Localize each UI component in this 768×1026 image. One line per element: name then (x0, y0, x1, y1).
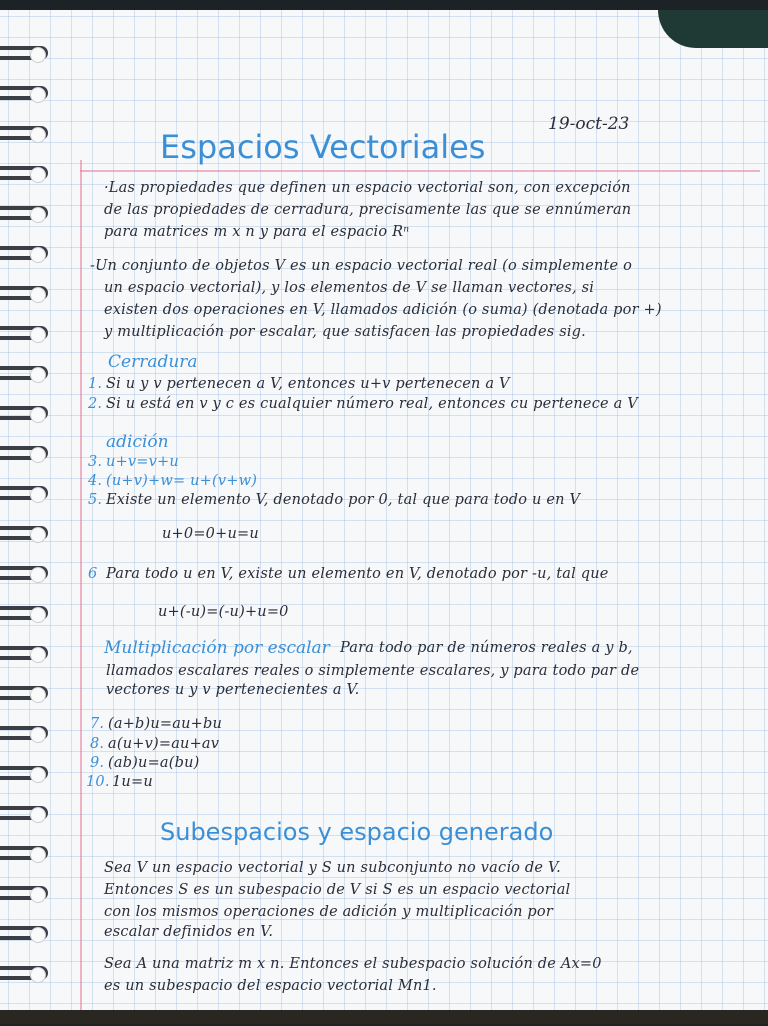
list-item: (ab)u=a(bu) (108, 755, 200, 771)
notebook-page (0, 10, 768, 1024)
spiral-ring (0, 446, 48, 460)
item-number: 7. (90, 716, 105, 732)
spiral-ring (0, 526, 48, 540)
spiral-ring (0, 726, 48, 740)
list-item: (u+v)+w= u+(v+w) (106, 473, 258, 489)
text-line: Para todo par de números reales a y b, (340, 640, 633, 656)
intro-line: y multiplicación por escalar, que satisfacen las propiedades sig. (104, 324, 586, 340)
intro-line: para matrices m x n y para el espacio Rⁿ (104, 224, 410, 240)
spiral-ring (0, 406, 48, 420)
item-number: 5. (88, 492, 103, 508)
text-line: Entonces S es un subespacio de V si S es un espacio vectorial (104, 882, 571, 898)
spiral-ring (0, 806, 48, 820)
section-heading-subespacios: Subespacios y espacio generado (160, 818, 554, 846)
section-heading-cerradura: Cerradura (108, 352, 198, 372)
section-heading-multiplicacion: Multiplicación por escalar (104, 638, 330, 658)
spiral-binding (0, 46, 52, 1026)
text-line: vectores u y v pertenecientes a V. (106, 682, 360, 698)
spiral-ring (0, 286, 48, 300)
spiral-ring (0, 966, 48, 980)
item-number: 6 (88, 566, 98, 582)
section-heading-adicion: adición (106, 432, 169, 452)
list-item: Si u está en v y c es cualquier número real, entonces cu pertenece a V (106, 396, 638, 412)
item-number: 10. (86, 774, 110, 790)
spiral-ring (0, 246, 48, 260)
intro-line: un espacio vectorial), y los elementos de V se llaman vectores, si (104, 280, 595, 296)
table-surface (0, 1010, 768, 1024)
spiral-ring (0, 606, 48, 620)
intro-line: de las propiedades de cerradura, precisamente las que se ennúmeran (104, 202, 632, 218)
text-line: Sea V un espacio vectorial y S un subconjunto no vacío de V. (104, 860, 561, 876)
spiral-ring (0, 686, 48, 700)
list-item: a(u+v)=au+av (108, 736, 220, 752)
spiral-ring (0, 206, 48, 220)
spiral-ring (0, 326, 48, 340)
spiral-ring (0, 366, 48, 380)
header-line (80, 170, 760, 172)
item-number: 3. (88, 454, 103, 470)
date: 19-oct-23 (548, 114, 630, 134)
spiral-ring (0, 566, 48, 580)
spiral-ring (0, 166, 48, 180)
page-title: Espacios Vectoriales (160, 128, 486, 166)
spiral-ring (0, 486, 48, 500)
list-item: 1u=u (112, 774, 153, 790)
list-item: (a+b)u=au+bu (108, 716, 223, 732)
text-line: Sea A una matriz m x n. Entonces el subespacio solución de Ax=0 (104, 956, 602, 972)
text-line: llamados escalares reales o simplemente escalares, y para todo par de (106, 663, 640, 679)
spiral-ring (0, 126, 48, 140)
intro-line: ·Las propiedades que definen un espacio vectorial son, con excepción (104, 180, 631, 196)
item-number: 8. (90, 736, 105, 752)
text-line: es un subespacio del espacio vectorial Mn1. (104, 978, 437, 994)
spiral-ring (0, 86, 48, 100)
item-number: 1. (88, 376, 103, 392)
spiral-ring (0, 646, 48, 660)
spiral-ring (0, 766, 48, 780)
margin-line (80, 160, 82, 1010)
spiral-ring (0, 846, 48, 860)
background-corner (658, 10, 768, 48)
intro-line: existen dos operaciones en V, llamados adición (o suma) (denotada por +) (104, 302, 662, 318)
equation: u+(-u)=(-u)+u=0 (158, 604, 289, 620)
list-item: Existe un elemento V, denotado por 0, tal que para todo u en V (106, 492, 581, 508)
item-number: 4. (88, 473, 103, 489)
item-number: 9. (90, 755, 105, 771)
item-number: 2. (88, 396, 103, 412)
text-line: con los mismos operaciones de adición y multiplicación por (104, 904, 553, 920)
list-item: Si u y v pertenecen a V, entonces u+v pertenecen a V (106, 376, 510, 392)
list-item: Para todo u en V, existe un elemento en V, denotado por -u, tal que (106, 566, 609, 582)
list-item: u+v=v+u (106, 454, 179, 470)
spiral-ring (0, 886, 48, 900)
intro-line: -Un conjunto de objetos V es un espacio vectorial real (o simplemente o (90, 258, 633, 274)
spiral-ring (0, 46, 48, 60)
equation: u+0=0+u=u (162, 526, 259, 542)
spiral-ring (0, 926, 48, 940)
text-line: escalar definidos en V. (104, 924, 274, 940)
